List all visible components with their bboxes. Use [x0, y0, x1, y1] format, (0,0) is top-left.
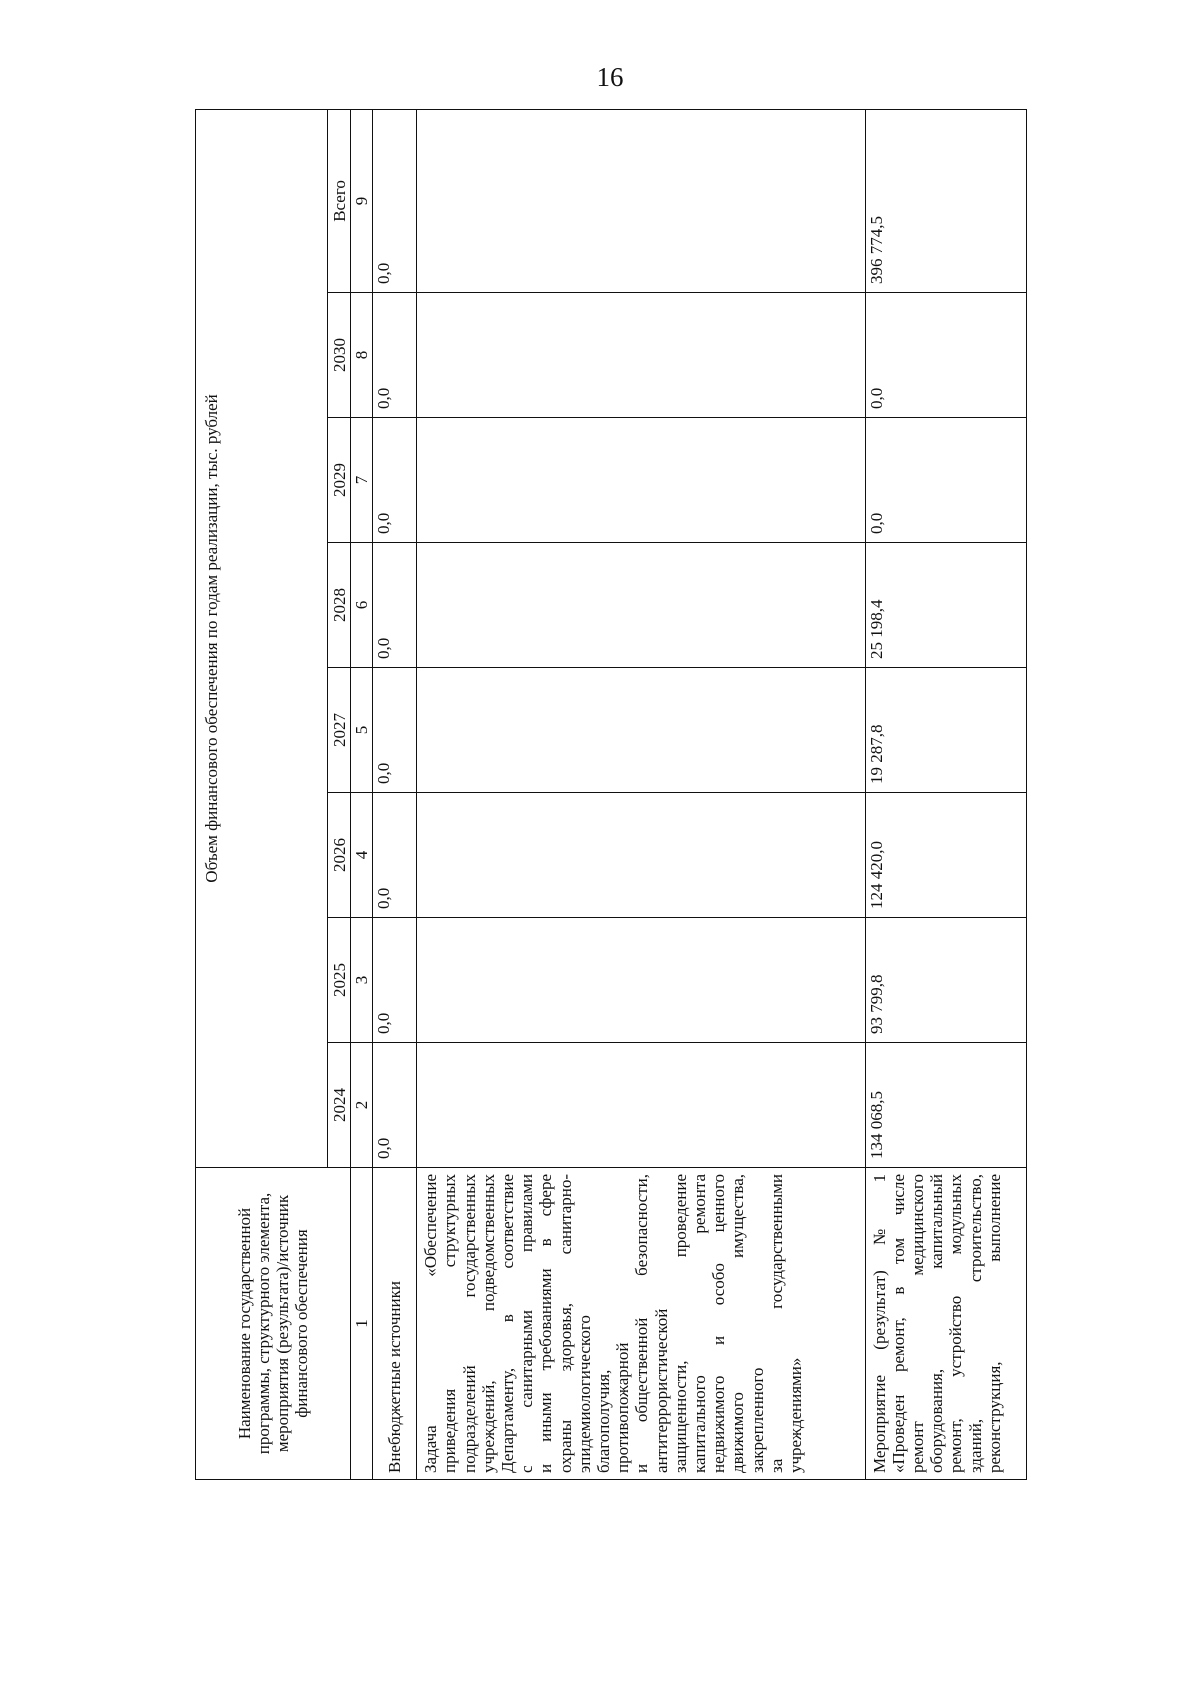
column-number: 4 — [351, 793, 373, 918]
row-name-line: Задача «Обеспечение — [421, 1174, 441, 1473]
row-name-line: учреждениями» — [786, 1357, 806, 1473]
value-cell — [417, 543, 865, 668]
value-cell — [417, 109, 865, 292]
total-header: Всего — [328, 109, 351, 292]
row-name-line: закрепленного — [747, 1367, 767, 1473]
table-row-task — [417, 109, 865, 1479]
row-name-line: благополучия, — [594, 1369, 614, 1473]
value-cell: 25 198,4 — [865, 543, 1026, 668]
value-cell: 0,0 — [373, 918, 417, 1043]
row-name-line: капитального ремонта — [690, 1174, 710, 1473]
column-number: 7 — [351, 418, 373, 543]
row-name-line: реконструкция, выполнение — [984, 1174, 1004, 1473]
year-header: 2030 — [328, 293, 351, 418]
row-name-line: движимого имущества, — [728, 1174, 748, 1473]
value-cell — [417, 793, 865, 918]
column-number: 8 — [351, 293, 373, 418]
year-header: 2027 — [328, 668, 351, 793]
row-name — [865, 1168, 1026, 1480]
column-number: 9 — [351, 109, 373, 292]
header-row — [196, 109, 328, 1479]
row-name-line: защищенности, проведение — [670, 1174, 690, 1473]
year-header: 2026 — [328, 793, 351, 918]
row-name-line: и иными требованиями в сфере — [536, 1174, 556, 1473]
row-name-line: Департаменту, в соответствие — [498, 1174, 518, 1473]
value-cell: 93 799,8 — [865, 918, 1026, 1043]
table-row-measure-1 — [865, 109, 1026, 1479]
row-name-line: Внебюджетные источники — [385, 1281, 405, 1473]
column-number: 5 — [351, 668, 373, 793]
table-row-extrabudgetary — [373, 109, 417, 1479]
value-cell — [417, 1043, 865, 1168]
row-name-line: ремонт медицинского — [907, 1174, 927, 1473]
value-cell: 134 068,5 — [865, 1043, 1026, 1168]
year-header: 2029 — [328, 418, 351, 543]
row-name-line: с санитарными правилами — [517, 1174, 537, 1473]
name-column-header: Наименование государственной программы, структурного элемента, мероприятия (результата)/источник финансового обеспечения — [196, 1168, 351, 1480]
value-cell: 0,0 — [373, 1043, 417, 1168]
row-name-line: антитеррористической — [651, 1308, 671, 1473]
row-name-line: подразделений государственных — [459, 1174, 479, 1473]
value-cell — [417, 668, 865, 793]
value-cell: 0,0 — [865, 418, 1026, 543]
year-header: 2025 — [328, 918, 351, 1043]
value-cell: 0,0 — [373, 543, 417, 668]
value-cell — [417, 918, 865, 1043]
row-name-line: и общественной безопасности, — [632, 1174, 652, 1473]
value-cell — [417, 418, 865, 543]
row-name-line: учреждений, подведомственных — [478, 1174, 498, 1473]
value-cell: 0,0 — [373, 418, 417, 543]
value-cell: 19 287,8 — [865, 668, 1026, 793]
row-name-line: ремонт, устройство модульных — [946, 1174, 966, 1473]
row-name-line: Мероприятие (результат) № 1 — [869, 1174, 889, 1473]
value-cell: 0,0 — [373, 109, 417, 292]
year-header: 2024 — [328, 1043, 351, 1168]
row-name-line: охраны здоровья, санитарно- — [555, 1174, 575, 1473]
rotated-table-container — [195, 110, 1027, 1480]
value-cell: 0,0 — [865, 293, 1026, 418]
page-number: 16 — [596, 62, 624, 92]
volume-header: Объем финансового обеспечения по годам реализации, тыс. рублей — [196, 109, 328, 1167]
financing-table — [195, 109, 1027, 1480]
row-name-line: «Проведен ремонт, в том числе — [888, 1174, 908, 1473]
row-name-line: недвижимого и особо ценного — [709, 1174, 729, 1473]
year-header: 2028 — [328, 543, 351, 668]
row-name-line: зданий, строительство, — [965, 1174, 985, 1473]
row-name-line: за государственными — [766, 1174, 786, 1473]
column-number: 3 — [351, 918, 373, 1043]
row-name-line: приведения структурных — [440, 1174, 460, 1473]
row-name — [373, 1168, 417, 1480]
value-cell — [417, 293, 865, 418]
column-number: 2 — [351, 1043, 373, 1168]
value-cell: 0,0 — [373, 293, 417, 418]
row-name — [417, 1168, 865, 1480]
column-number: 6 — [351, 543, 373, 668]
column-number: 1 — [351, 1168, 373, 1480]
column-numbers-row — [351, 109, 373, 1479]
value-cell: 0,0 — [373, 793, 417, 918]
value-cell: 0,0 — [373, 668, 417, 793]
value-cell: 396 774,5 — [865, 109, 1026, 292]
row-name-line: оборудования, капитальный — [927, 1174, 947, 1473]
value-cell: 124 420,0 — [865, 793, 1026, 918]
row-name-line: эпидемиологического — [574, 1315, 594, 1473]
row-name-line: противопожарной — [613, 1342, 633, 1473]
